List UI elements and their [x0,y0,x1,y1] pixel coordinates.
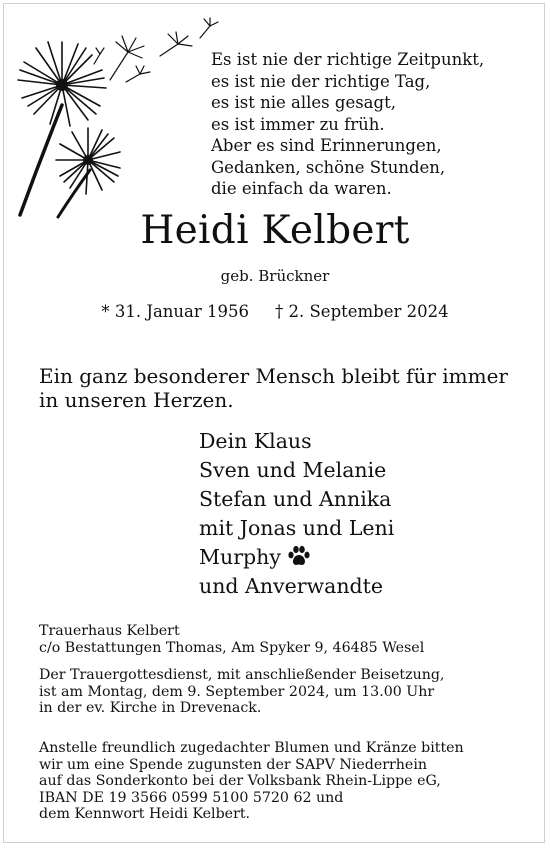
poem-line: Aber es sind Erinnerungen, [211,136,442,155]
address-line: Trauerhaus Kelbert [39,623,180,639]
donation-line: dem Kennwort Heidi Kelbert. [39,806,251,822]
paw-print-icon [287,545,311,567]
poem-line: es ist immer zu früh. [211,114,385,134]
poem-line: es ist nie der richtige Tag, [211,71,431,91]
donation-line: auf das Sonderkonto bei der Volksbank Rhein-Lippe eG, [39,773,441,789]
life-dates [0,302,550,321]
mourner-line: Sven und Melanie [199,458,387,482]
poem-line: es ist nie alles gesagt, [211,93,396,112]
poem-line: Es ist nie der richtige Zeitpunkt, [211,50,485,69]
funeral-service-info [39,667,539,717]
death-date: † 2. September 2024 [275,302,449,321]
mourning-house-address [39,623,539,656]
donation-line: IBAN DE 19 3566 0599 5100 5720 62 und [39,789,344,806]
deceased-name: Heidi Kelbert [140,208,410,253]
donation-line: Anstelle freundlich zugedachter Blumen und Kränze bitten [39,740,464,756]
mourner-line-pet [199,543,394,572]
memorial-motto [39,364,539,412]
motto-line: in unseren Herzen. [39,388,234,412]
service-line: Der Trauergottesdienst, mit anschließender Beisetzung, [39,667,445,683]
poem-line: Gedanken, schöne Stunden, [211,157,446,177]
birth-name: geb. Brückner [220,267,330,285]
service-line: in der ev. Kirche in Drevenack. [39,700,262,716]
service-line: ist am Montag, dem 9. September 2024, um 13.00 Uhr [39,683,435,700]
mourner-line: Stefan und Annika [199,487,392,511]
mourner-line: Dein Klaus [199,429,312,453]
mourner-line: mit Jonas und Leni [199,516,395,540]
mourner-pet-name: Murphy [199,545,281,569]
mourners-list [199,427,394,601]
poem-line: die einfach da waren. [211,179,392,198]
dandelion-illustration [10,10,225,220]
poem [211,49,541,200]
donation-line: wir um eine Spende zugunsten der SAPV Niederrhein [39,756,428,773]
mourner-line: und Anverwandte [199,574,384,598]
motto-line: Ein ganz besonderer Mensch bleibt für immer [39,364,508,388]
donation-info [39,740,539,823]
address-line: c/o Bestattungen Thomas, Am Spyker 9, 46485 Wesel [39,639,425,656]
birth-date: * 31. Januar 1956 [101,302,250,321]
